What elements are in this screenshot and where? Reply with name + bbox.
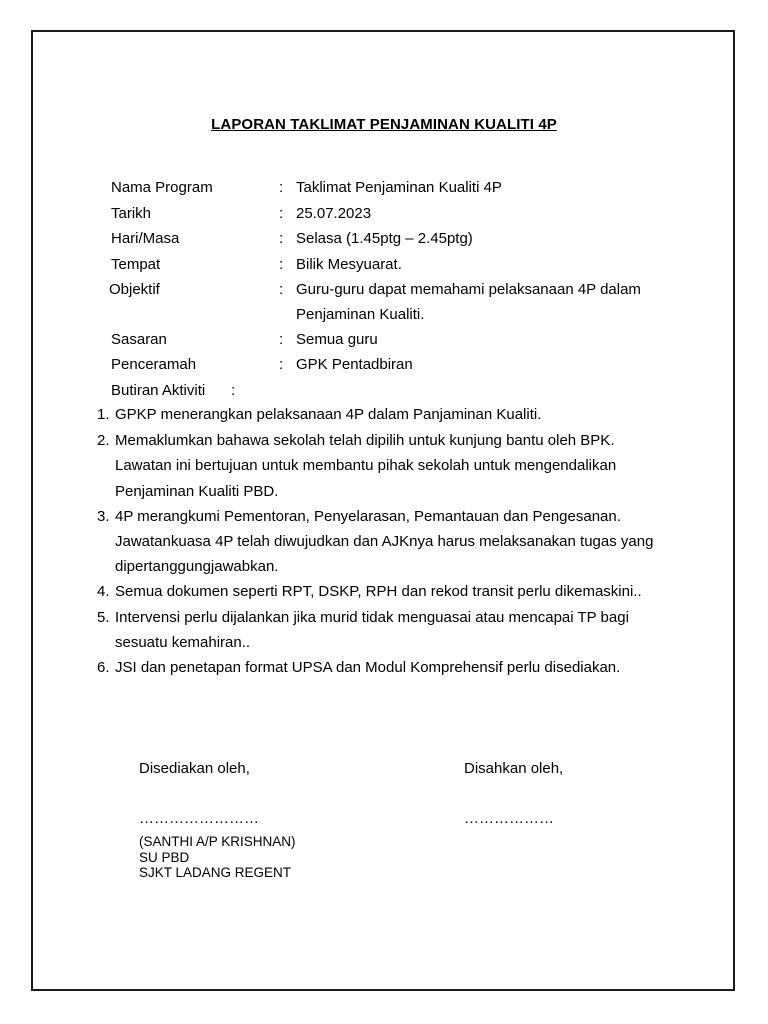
field-label-target: Sasaran [111, 331, 167, 348]
field-value-venue: Bilik Mesyuarat. [296, 256, 402, 273]
activity-line: Lawatan ini bertujuan untuk membantu pihak sekolah untuk mengendalikan [115, 457, 617, 474]
prepared-by-label: Disediakan oleh, [139, 760, 250, 777]
activity-number: 4. [97, 583, 110, 600]
activity-line: Intervensi perlu dijalankan jika murid tidak menguasai atau mencapai TP bagi [115, 609, 629, 626]
field-colon: : [279, 331, 284, 348]
activity-line: sesuatu kemahiran.. [115, 634, 251, 651]
activity-number: 5. [97, 609, 110, 626]
field-value-day-time: Selasa (1.45ptg – 2.45ptg) [296, 230, 473, 247]
activity-line: JSI dan penetapan format UPSA dan Modul Komprehensif perlu disediakan. [115, 659, 621, 676]
activity-number: 2. [97, 432, 110, 449]
field-value-objective-continued: Penjaminan Kualiti. [296, 306, 425, 323]
preparer-name: (SANTHI A/P KRISHNAN) [139, 834, 296, 849]
activity-line: Jawatankuasa 4P telah diwujudkan dan AJKnya harus melaksanakan tugas yang [115, 533, 654, 550]
field-value-target: Semua guru [296, 331, 378, 348]
field-colon: : [279, 281, 284, 298]
field-colon: : [279, 256, 284, 273]
activity-line: GPKP menerangkan pelaksanaan 4P dalam Panjaminan Kualiti. [115, 406, 542, 423]
preparer-school: SJKT LADANG REGENT [139, 865, 292, 880]
field-label-objective: Objektif [109, 281, 160, 298]
field-value-date: 25.07.2023 [296, 205, 372, 222]
approved-by-label: Disahkan oleh, [464, 760, 564, 777]
field-colon: : [279, 179, 284, 196]
activity-number: 3. [97, 508, 110, 525]
preparer-position: SU PBD [139, 850, 190, 865]
activity-number: 6. [97, 659, 110, 676]
field-label-venue: Tempat [111, 256, 161, 273]
activity-line: dipertanggungjawabkan. [115, 558, 279, 575]
field-value-objective: Guru-guru dapat memahami pelaksanaan 4P dalam [296, 281, 641, 298]
approved-signature-line: ……………… [464, 810, 554, 827]
field-value-speaker: GPK Pentadbiran [296, 356, 413, 373]
field-colon: : [279, 356, 284, 373]
activities-colon: : [231, 382, 236, 399]
field-colon: : [279, 230, 284, 247]
field-label-program: Nama Program [111, 179, 213, 196]
report-title: LAPORAN TAKLIMAT PENJAMINAN KUALITI 4P [211, 116, 557, 133]
field-colon: : [279, 205, 284, 222]
field-label-day-time: Hari/Masa [111, 230, 180, 247]
activity-line: Semua dokumen seperti RPT, DSKP, RPH dan rekod transit perlu dikemaskini.. [115, 583, 642, 600]
activity-line: Penjaminan Kualiti PBD. [115, 483, 279, 500]
field-label-date: Tarikh [111, 205, 152, 222]
activities-label: Butiran Aktiviti [111, 382, 206, 399]
prepared-signature-line: …………………… [139, 810, 259, 827]
activity-number: 1. [97, 406, 110, 423]
field-label-speaker: Penceramah [111, 356, 197, 373]
field-value-program: Taklimat Penjaminan Kualiti 4P [296, 179, 502, 196]
activity-line: Memaklumkan bahawa sekolah telah dipilih untuk kunjung bantu oleh BPK. [115, 432, 615, 449]
activity-line: 4P merangkumi Pementoran, Penyelarasan, Pemantauan dan Pengesanan. [115, 508, 621, 525]
